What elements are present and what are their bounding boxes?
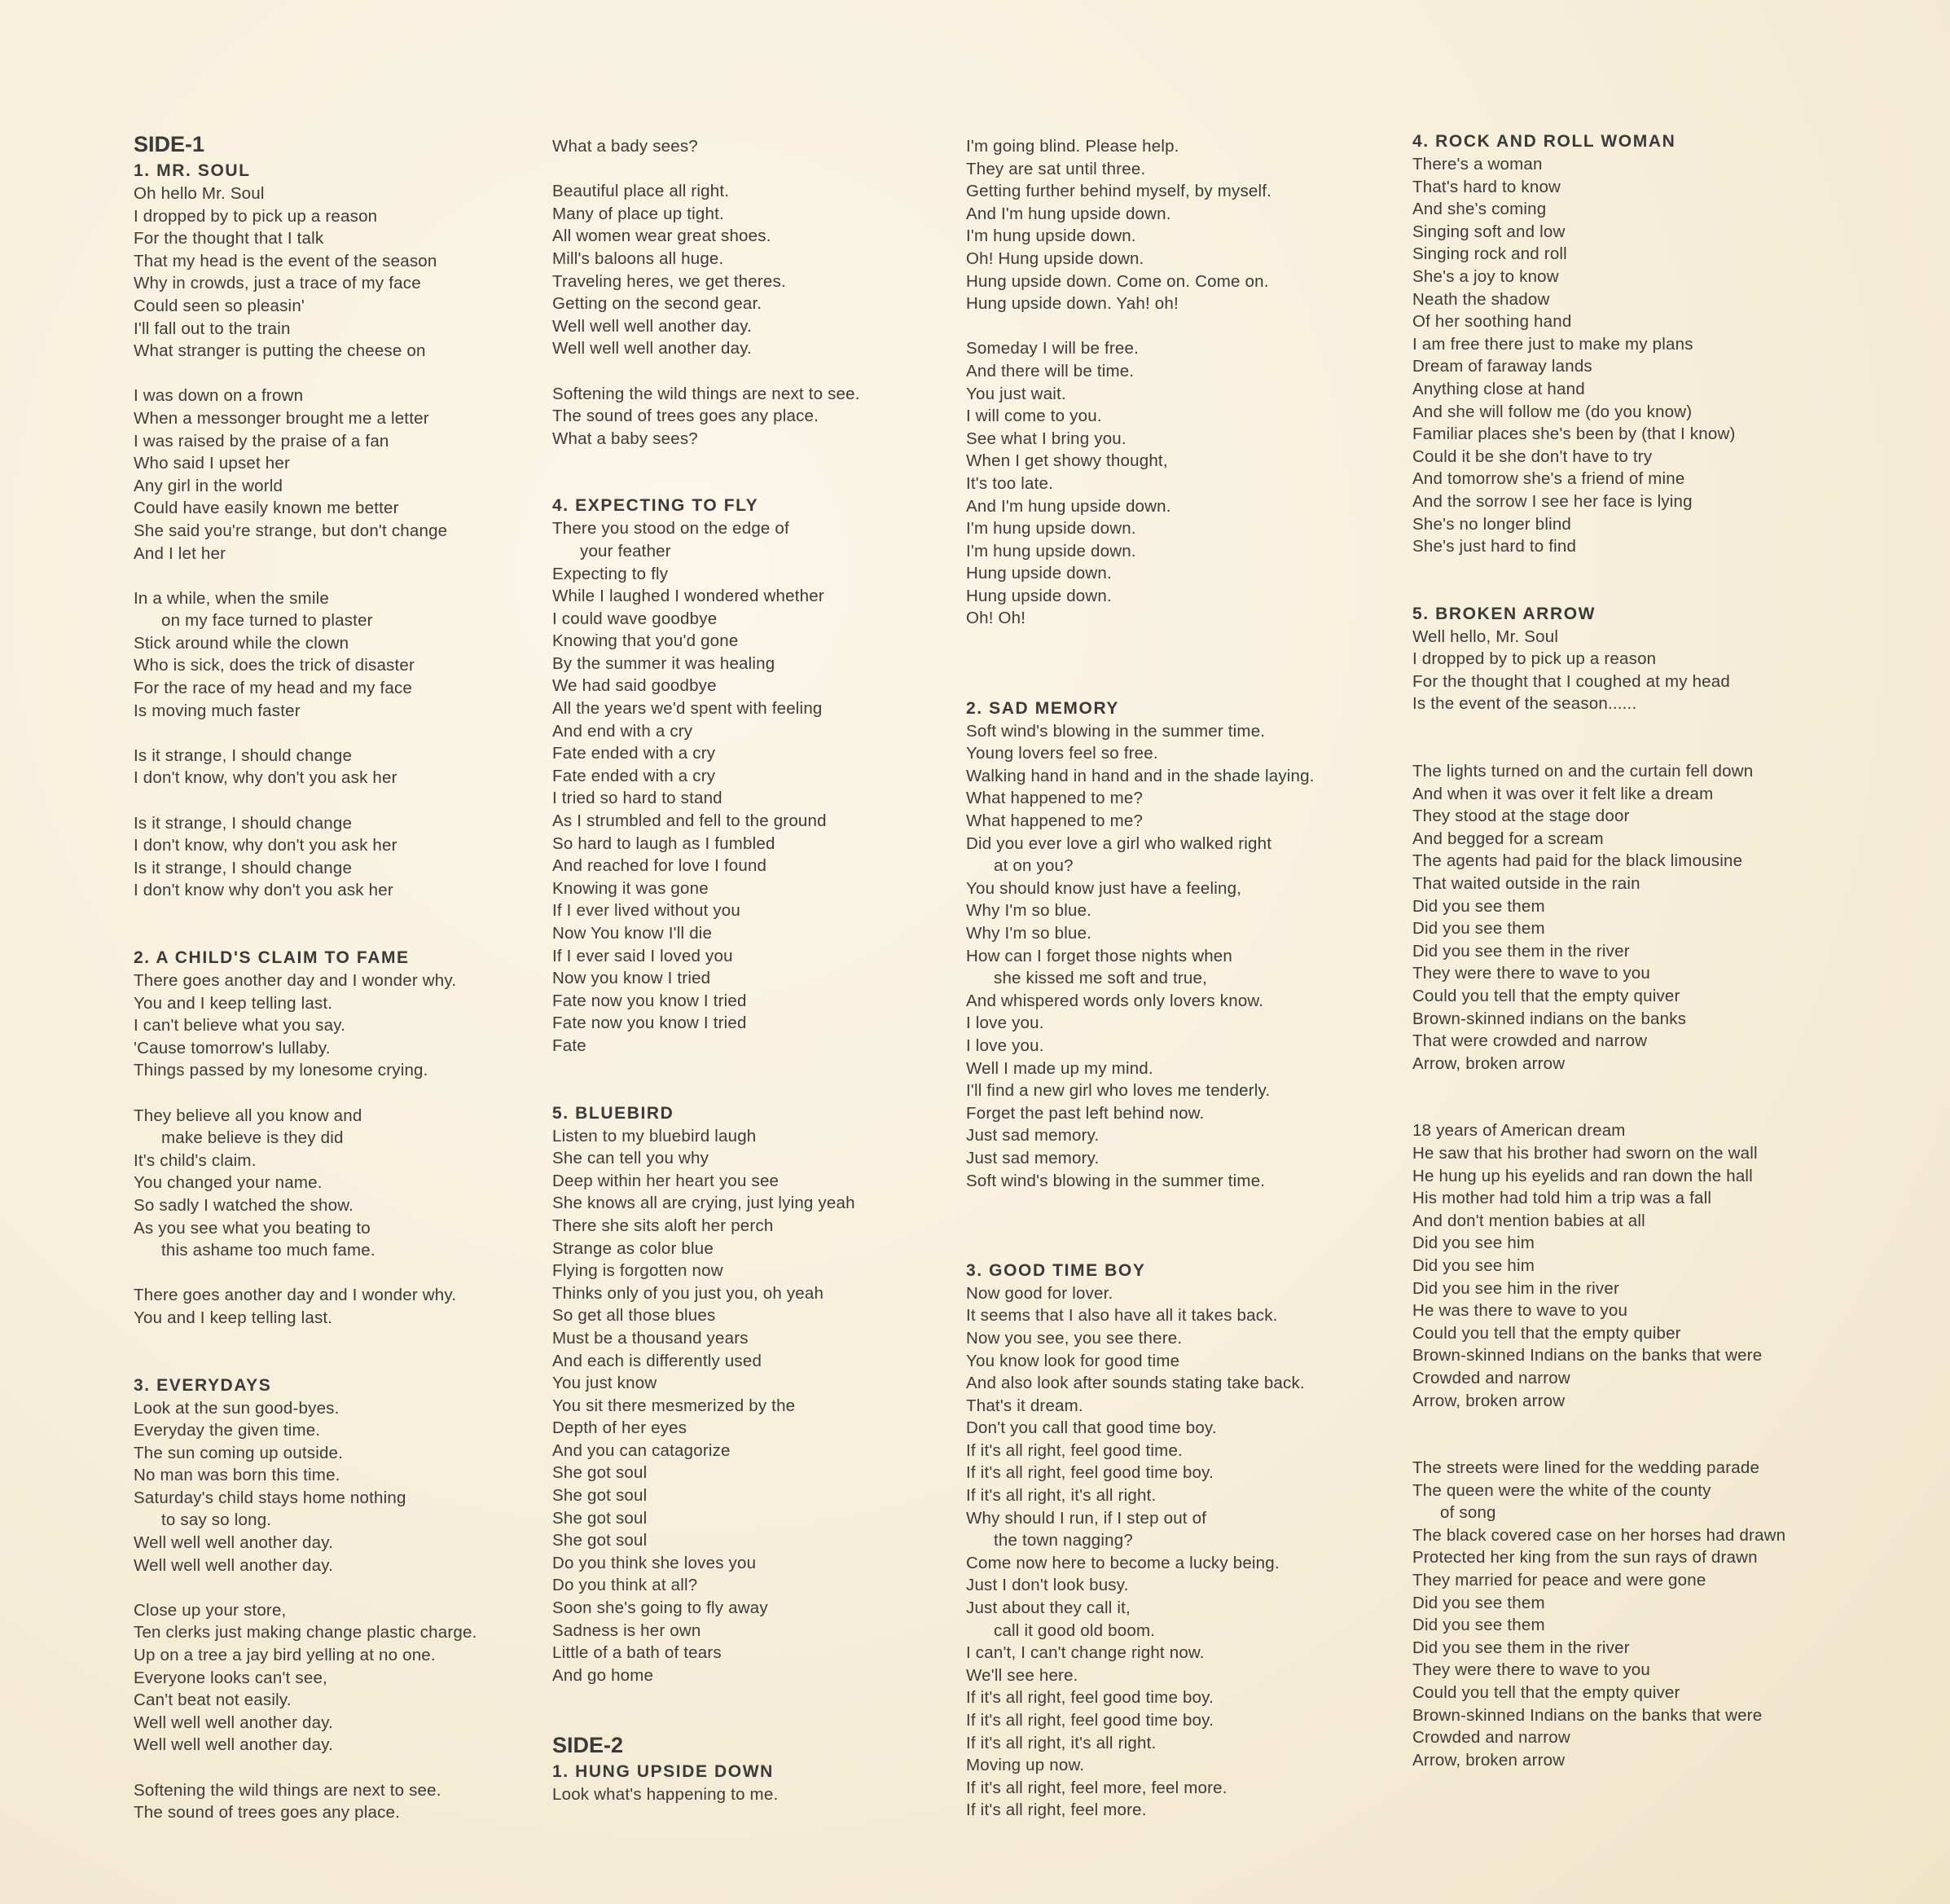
lyric-line: Well well well another day. [134, 1533, 334, 1553]
lyric-line: And whispered words only lovers know. [966, 991, 1264, 1010]
lyric-line: Could you tell that the empty quiber [1412, 1323, 1681, 1343]
lyric-line: Crowded and narrow [1412, 1728, 1570, 1748]
stanza-gap [966, 675, 1373, 697]
lyric-line: Sadness is her own [552, 1620, 701, 1640]
lyric-line: When I get showy thought, [966, 451, 1168, 471]
lyric-line: What a baby sees? [552, 429, 698, 448]
lyric-line: I dropped by to pick up a reason [134, 206, 378, 226]
lyric-line: If it's all right, feel good time boy. [966, 1688, 1214, 1708]
lyric-line: I could wave goodbye [552, 609, 718, 628]
lyric-line: He hung up his eyelids and ran down the hall [1412, 1166, 1753, 1185]
lyric-line: By the summer it was healing [552, 653, 775, 673]
lyric-line: And you can catagorize [552, 1440, 731, 1460]
song-title: 3. GOOD TIME BOY [966, 1260, 1146, 1280]
lyric-line: Softening the wild things are next to see. [134, 1780, 441, 1800]
lyric-line: The lights turned on and the curtain fell down [1412, 762, 1754, 781]
stanza-gap [134, 789, 541, 812]
lyric-line: And I'm hung upside down. [966, 204, 1171, 223]
lyric-line: If I ever lived without you [552, 901, 741, 921]
lyric-line: They married for peace and were gone [1412, 1571, 1706, 1590]
lyric-line: to say so long. [161, 1510, 272, 1530]
lyric-line: Could you tell that the empty quiver [1412, 1683, 1680, 1703]
lyric-line: It's child's claim. [134, 1150, 257, 1170]
lyric-line: There you stood on the edge of [552, 519, 789, 539]
lyric-line: Hung upside down. Come on. Come on. [966, 271, 1269, 291]
lyric-line: Flying is forgotten now [552, 1261, 723, 1281]
lyrics-column-3 [966, 135, 1373, 1822]
stanza-gap [134, 1330, 541, 1374]
lyric-line: And don't mention babies at all [1412, 1211, 1645, 1230]
lyric-line: She can tell you why [552, 1149, 709, 1168]
lyric-line: I'll fall out to the train [134, 319, 291, 338]
lyric-line: If it's all right, feel more, feel more. [966, 1778, 1228, 1797]
lyric-line: You just know [552, 1374, 657, 1393]
lyric-line: Did you ever love a girl who walked right [966, 833, 1272, 853]
lyric-line: If it's all right, feel good time boy. [966, 1463, 1214, 1483]
lyric-line: Thinks only of you just you, oh yeah [552, 1283, 824, 1303]
stanza-gap [966, 630, 1373, 675]
lyric-line: When a messonger brought me a letter [134, 408, 429, 428]
lyric-line: Just about they call it, [966, 1598, 1131, 1618]
lyric-line: Is it strange, I should change [134, 745, 353, 765]
lyric-line: Did you see them in the river [1412, 1638, 1630, 1657]
stanza-gap [552, 360, 960, 383]
lyric-line: You just wait. [966, 384, 1066, 403]
lyric-line: Do you think she loves you [552, 1553, 757, 1572]
lyric-line: See what I bring you. [966, 429, 1127, 448]
lyric-line: Beautiful place all right. [552, 182, 730, 201]
lyric-line: She got soul [552, 1531, 648, 1550]
lyric-line: Familiar places she's been by (that I know) [1412, 424, 1736, 444]
lyric-line: What happened to me? [966, 811, 1144, 831]
lyric-line: You and I keep telling last. [134, 993, 333, 1013]
lyric-line: I don't know, why don't you ask her [134, 836, 397, 855]
lyric-line: Young lovers feel so free. [966, 744, 1158, 763]
stanza-gap [552, 450, 960, 495]
lyric-line: Softening the wild things are next to see. [552, 384, 860, 403]
lyric-line: Did you see them [1412, 896, 1545, 916]
lyric-line: Dream of faraway lands [1412, 357, 1592, 376]
lyric-line: She got soul [552, 1463, 648, 1483]
lyric-line: Everyone looks can't see, [134, 1668, 327, 1687]
lyric-line: Just sad memory. [966, 1126, 1100, 1145]
lyric-line: What happened to me? [966, 789, 1144, 808]
lyric-line: I dropped by to pick up a reason [1412, 649, 1657, 669]
lyric-line: Arrow, broken arrow [1412, 1391, 1566, 1410]
lyric-line: No man was born this time. [134, 1466, 340, 1485]
lyric-line: Can't beat not easily. [134, 1691, 292, 1710]
lyric-line: And end with a cry [552, 721, 693, 741]
lyric-line: on my face turned to plaster [161, 611, 373, 631]
lyric-line: Hung upside down. [966, 564, 1112, 583]
lyric-line: The black covered case on her horses had drawn [1412, 1525, 1786, 1545]
lyric-line: Who said I upset her [134, 454, 291, 473]
lyric-line: They were there to wave to you [1412, 1660, 1651, 1680]
lyric-line: Oh hello Mr. Soul [134, 184, 265, 203]
lyric-line: Brown-skinned indians on the banks [1412, 1009, 1687, 1028]
lyric-line: Knowing it was gone [552, 878, 709, 898]
lyric-line: I can't, I can't change right now. [966, 1643, 1205, 1663]
lyric-line: She got soul [552, 1486, 648, 1506]
lyric-line: The queen were the white of the county [1412, 1480, 1711, 1500]
lyric-line: Fate [552, 1036, 586, 1055]
stanza-gap [966, 1237, 1373, 1260]
lyric-line: If it's all right, feel more. [966, 1801, 1147, 1820]
lyric-line: Why in crowds, just a trace of my face [134, 274, 421, 293]
lyric-line: For the race of my head and my face [134, 679, 412, 698]
stanza-gap [1412, 1412, 1820, 1457]
lyric-line: It's too late. [966, 473, 1053, 493]
lyric-line: Saturday's child stays home nothing [134, 1488, 406, 1507]
stanza-gap [552, 1058, 960, 1102]
lyric-line: You should know just have a feeling, [966, 878, 1242, 898]
lyric-line: The streets were lined for the wedding parade [1412, 1458, 1760, 1478]
lyric-line: Forget the past left behind now. [966, 1103, 1205, 1123]
lyric-line: Did you see him [1412, 1255, 1535, 1275]
lyric-line: Why I'm so blue. [966, 901, 1092, 921]
stanza-gap [134, 722, 541, 745]
lyric-line: For the thought that I talk [134, 229, 324, 248]
lyric-line: Soft wind's blowing in the summer time. [966, 721, 1266, 741]
lyric-line: Hung upside down. [966, 586, 1112, 605]
lyric-line: What stranger is putting the cheese on [134, 341, 426, 361]
lyric-line: at on you? [994, 856, 1074, 876]
stanza-gap [134, 902, 541, 947]
stanza-gap [552, 158, 960, 181]
lyric-line: 18 years of American dream [1412, 1121, 1626, 1141]
lyric-line: The sound of trees goes any place. [552, 407, 819, 426]
lyric-line: Fate ended with a cry [552, 766, 716, 785]
lyric-line: Everyday the given time. [134, 1421, 321, 1440]
lyric-line: Why should I run, if I step out of [966, 1508, 1207, 1528]
lyric-line: We had said goodbye [552, 676, 717, 696]
lyric-line: Brown-skinned Indians on the banks that were [1412, 1705, 1763, 1725]
lyric-line: They were there to wave to you [1412, 964, 1651, 983]
lyric-line: Is the event of the season...... [1412, 694, 1637, 714]
lyric-line: Neath the shadow [1412, 289, 1550, 309]
lyric-line: In a while, when the smile [134, 588, 329, 608]
lyric-line: Do you think at all? [552, 1576, 698, 1595]
lyric-line: she kissed me soft and true, [994, 969, 1207, 988]
lyric-line: Deep within her heart you see [552, 1171, 780, 1190]
stanza-gap [134, 363, 541, 385]
stanza-gap [134, 565, 541, 587]
lyric-line: If it's all right, it's all right. [966, 1733, 1157, 1752]
lyric-line: this ashame too much fame. [161, 1241, 376, 1260]
lyric-line: Brown-skinned Indians on the banks that were [1412, 1346, 1763, 1365]
lyric-line: Little of a bath of tears [552, 1643, 722, 1663]
lyric-line: Close up your store, [134, 1600, 287, 1620]
lyric-line: Ten clerks just making change plastic charge. [134, 1623, 477, 1642]
stanza-gap [966, 315, 1373, 338]
lyric-line: She got soul [552, 1508, 648, 1528]
lyric-line: And she will follow me (do you know) [1412, 402, 1693, 421]
lyric-line: He saw that his brother had sworn on the wall [1412, 1143, 1758, 1163]
lyric-line: And also look after sounds stating take back. [966, 1374, 1305, 1393]
lyric-line: Getting on the second gear. [552, 294, 762, 314]
lyric-line: She's a joy to know [1412, 266, 1559, 286]
lyric-line: She's just hard to find [1412, 537, 1577, 556]
lyric-line: As you see what you beating to [134, 1218, 371, 1238]
lyric-line: Getting further behind myself, by myself. [966, 182, 1272, 201]
song-title: 1. MR. SOUL [134, 161, 251, 180]
lyric-line: Could it be she don't have to try [1412, 446, 1653, 466]
lyric-line: Come now here to become a lucky being. [966, 1553, 1280, 1572]
lyric-line: Could you tell that the empty quiver [1412, 987, 1680, 1005]
lyric-line: They are sat until three. [966, 159, 1146, 178]
song-title: 4. ROCK AND ROLL WOMAN [1412, 132, 1676, 151]
lyric-line: And reached for love I found [552, 856, 767, 876]
lyric-line: I'm going blind. Please help. [966, 137, 1179, 156]
lyric-line: Mill's baloons all huge. [552, 248, 724, 268]
lyric-line: And each is differently used [552, 1351, 762, 1370]
lyric-line: The sun coming up outside. [134, 1443, 344, 1462]
lyric-line: How can I forget those nights when [966, 946, 1233, 965]
lyric-line: Well well well another day. [134, 1555, 334, 1575]
lyric-line: If it's all right, feel good time. [966, 1440, 1183, 1460]
lyric-line: Knowing that you'd gone [552, 631, 739, 651]
stanza-gap [1412, 558, 1820, 603]
lyric-line: His mother had told him a trip was a fall [1412, 1189, 1712, 1208]
lyric-line: If it's all right, it's all right. [966, 1486, 1157, 1506]
lyrics-column-4 [1412, 130, 1820, 1771]
song-title: 5. BLUEBIRD [552, 1103, 674, 1123]
lyric-line: As I strumbled and fell to the ground [552, 811, 827, 831]
lyric-line: And tomorrow she's a friend of mine [1412, 469, 1685, 489]
lyric-line: Now good for lover. [966, 1283, 1113, 1303]
lyric-line: That my head is the event of the season [134, 251, 437, 270]
lyric-line: Singing rock and roll [1412, 244, 1567, 264]
lyric-line: Anything close at hand [1412, 379, 1585, 398]
lyric-line: Stick around while the clown [134, 633, 349, 653]
lyric-line: And there will be time. [966, 361, 1135, 380]
lyric-line: And she's coming [1412, 200, 1547, 219]
side-heading: SIDE-1 [134, 132, 205, 156]
lyric-line: And begged for a scream [1412, 829, 1604, 848]
lyric-line: She knows all are crying, just lying yeah [552, 1194, 855, 1213]
lyric-line: That waited outside in the rain [1412, 874, 1640, 894]
lyric-line: Who is sick, does the trick of disaster [134, 656, 415, 675]
lyric-line: She's no longer blind [1412, 514, 1572, 534]
lyric-line: I love you. [966, 1014, 1044, 1033]
lyric-line: Now You know I'll die [552, 924, 713, 943]
lyric-line: There goes another day and I wonder why. [134, 1286, 457, 1305]
lyric-line: Up on a tree a jay bird yelling at no one. [134, 1646, 436, 1665]
lyric-line: That's it dream. [966, 1396, 1083, 1415]
lyric-line: Now you see, you see there. [966, 1328, 1183, 1348]
lyric-line: your feather [580, 541, 671, 561]
lyric-line: They stood at the stage door [1412, 807, 1630, 826]
lyric-line: Arrow, broken arrow [1412, 1750, 1566, 1770]
lyric-line: I was down on a frown [134, 386, 304, 406]
lyric-line: Why I'm so blue. [966, 924, 1092, 943]
lyric-line: If I ever said I loved you [552, 946, 733, 965]
song-title: 4. EXPECTING TO FLY [552, 496, 759, 516]
lyric-line: Did you see him in the river [1412, 1278, 1619, 1298]
lyric-line: I can't believe what you say. [134, 1016, 346, 1036]
lyric-line: Don't you call that good time boy. [966, 1418, 1217, 1438]
lyric-line: the town nagging? [994, 1531, 1133, 1550]
lyric-line: And go home [552, 1665, 654, 1685]
lyric-line: I'll find a new girl who loves me tenderly. [966, 1081, 1271, 1101]
lyric-line: Did you see him [1412, 1233, 1535, 1253]
lyric-line: All the years we'd spent with feeling [552, 699, 823, 719]
song-title: 2. SAD MEMORY [966, 698, 1120, 718]
lyric-line: The agents had paid for the black limousine [1412, 851, 1743, 871]
lyric-line: Protected her king from the sun rays of drawn [1412, 1548, 1758, 1568]
side-heading: SIDE-2 [552, 1733, 624, 1758]
stanza-gap [134, 1082, 541, 1105]
lyric-line: I don't know why don't you ask her [134, 881, 393, 900]
lyric-line: I'm hung upside down. [966, 226, 1136, 246]
lyric-line: Could have easily known me better [134, 499, 399, 518]
lyric-line: Look at the sun good-byes. [134, 1398, 340, 1418]
lyric-line: Must be a thousand years [552, 1328, 749, 1348]
stanza-gap [552, 1686, 960, 1731]
lyric-line: The sound of trees goes any place. [134, 1803, 401, 1823]
lyric-line: I tried so hard to stand [552, 789, 722, 808]
lyric-line: Did you see them [1412, 1593, 1545, 1612]
lyric-line: If it's all right, feel good time boy. [966, 1711, 1214, 1730]
lyric-line: There's a woman [1412, 155, 1543, 174]
lyric-line: of song [1440, 1503, 1496, 1523]
lyric-line: I don't know, why don't you ask her [134, 768, 397, 788]
lyric-line: Any girl in the world [134, 476, 283, 495]
lyric-line: Well well well another day. [134, 1735, 334, 1755]
lyric-line: That were crowded and narrow [1412, 1031, 1648, 1051]
stanza-gap [134, 1576, 541, 1599]
lyric-line: Fate now you know I tried [552, 991, 747, 1010]
stanza-gap [1412, 1075, 1820, 1119]
lyric-line: You changed your name. [134, 1173, 323, 1193]
lyric-line: Well well well another day. [552, 316, 753, 336]
lyric-line: Well hello, Mr. Soul [1412, 627, 1559, 646]
lyric-line: Fate ended with a cry [552, 744, 716, 763]
lyric-line: Just I don't look busy. [966, 1576, 1129, 1595]
lyric-line: Is moving much faster [134, 701, 301, 720]
lyric-line: You know look for good time [966, 1351, 1180, 1370]
stanza-gap [134, 1262, 541, 1285]
lyric-line: Listen to my bluebird laugh [552, 1126, 757, 1145]
lyric-line: Of her soothing hand [1412, 312, 1572, 332]
lyric-line: Depth of her eyes [552, 1418, 687, 1438]
lyric-line: So sadly I watched the show. [134, 1195, 354, 1215]
lyric-line: For the thought that I coughed at my head [1412, 671, 1730, 691]
lyric-line: And the sorrow I see her face is lying [1412, 491, 1693, 511]
lyric-line: Soft wind's blowing in the summer time. [966, 1171, 1266, 1190]
lyric-line: I love you. [966, 1036, 1044, 1055]
stanza-gap [134, 1757, 541, 1779]
lyric-line: Many of place up tight. [552, 204, 724, 223]
lyric-line: Look what's happening to me. [552, 1785, 779, 1805]
lyric-line: She said you're strange, but don't change [134, 521, 448, 540]
lyric-line: There goes another day and I wonder why. [134, 971, 457, 990]
lyric-line: Hung upside down. Yah! oh! [966, 294, 1179, 314]
song-title: 3. EVERYDAYS [134, 1375, 272, 1395]
lyrics-column-1 [134, 130, 541, 1824]
lyric-line: Moving up now. [966, 1756, 1085, 1775]
lyric-line: And when it was over it felt like a dream [1412, 784, 1714, 803]
lyric-line: Things passed by my lonesome crying. [134, 1061, 428, 1080]
lyric-line: Just sad memory. [966, 1148, 1100, 1167]
lyric-line: Strange as color blue [552, 1238, 714, 1258]
lyric-line: Well well well another day. [552, 339, 753, 358]
song-title: 2. A CHILD'S CLAIM TO FAME [134, 948, 410, 967]
lyric-line: Traveling heres, we get theres. [552, 271, 786, 291]
lyric-line: All women wear great shoes. [552, 226, 771, 246]
lyric-line: And I'm hung upside down. [966, 496, 1171, 516]
lyric-line: Well well well another day. [134, 1713, 334, 1732]
lyric-line: Is it strange, I should change [134, 813, 353, 833]
lyric-line: Soon she's going to fly away [552, 1598, 768, 1618]
lyric-line: Did you see them in the river [1412, 941, 1630, 961]
lyric-line: Singing soft and low [1412, 222, 1566, 241]
lyric-line: Walking hand in hand and in the shade laying. [966, 766, 1315, 785]
lyric-line: You sit there mesmerized by the [552, 1396, 796, 1415]
lyric-line: He was there to wave to you [1412, 1301, 1628, 1321]
lyric-line: make believe is they did [161, 1128, 344, 1148]
lyric-line: You and I keep telling last. [134, 1308, 333, 1327]
lyric-line: We'll see here. [966, 1665, 1078, 1685]
lyric-line: Expecting to fly [552, 564, 669, 583]
lyric-line: Arrow, broken arrow [1412, 1053, 1566, 1073]
lyric-line: It seems that I also have all it takes back. [966, 1306, 1278, 1326]
lyric-line: They believe all you know and [134, 1106, 362, 1125]
stanza-gap [1412, 715, 1820, 760]
lyric-line: Did you see them [1412, 919, 1545, 939]
lyric-line: That's hard to know [1412, 177, 1561, 196]
lyric-line: Did you see them [1412, 1616, 1545, 1635]
lyric-line: So get all those blues [552, 1306, 716, 1326]
lyric-line: I am free there just to make my plans [1412, 334, 1693, 354]
lyric-line: Could seen so pleasin' [134, 296, 305, 315]
lyric-line: Well I made up my mind. [966, 1058, 1153, 1078]
lyric-line: Oh! Hung upside down. [966, 248, 1144, 268]
lyric-line: call it good old boom. [994, 1620, 1156, 1640]
song-title: 1. HUNG UPSIDE DOWN [552, 1762, 774, 1782]
lyric-line: I'm hung upside down. [966, 519, 1136, 539]
lyric-line: Fate now you know I tried [552, 1014, 747, 1033]
lyric-line: Crowded and narrow [1412, 1368, 1570, 1387]
lyric-line: So hard to laugh as I fumbled [552, 833, 775, 853]
lyrics-column-2 [552, 135, 960, 1806]
song-title: 5. BROKEN ARROW [1412, 604, 1596, 623]
lyric-line: I will come to you. [966, 407, 1102, 426]
lyric-line: Now you know I tried [552, 969, 711, 988]
stanza-gap [966, 1192, 1373, 1237]
lyric-line: While I laughed I wondered whether [552, 587, 824, 606]
lyric-line: I'm hung upside down. [966, 541, 1136, 561]
lyric-line: 'Cause tomorrow's lullaby. [134, 1038, 331, 1058]
lyric-line: What a bady sees? [552, 137, 698, 156]
lyric-line: Is it strange, I should change [134, 858, 353, 877]
lyric-line: There she sits aloft her perch [552, 1216, 774, 1235]
lyric-line: I was raised by the praise of a fan [134, 431, 389, 451]
lyric-line: Someday I will be free. [966, 339, 1139, 358]
lyric-line: And I let her [134, 543, 226, 563]
lyric-line: Oh! Oh! [966, 609, 1026, 628]
